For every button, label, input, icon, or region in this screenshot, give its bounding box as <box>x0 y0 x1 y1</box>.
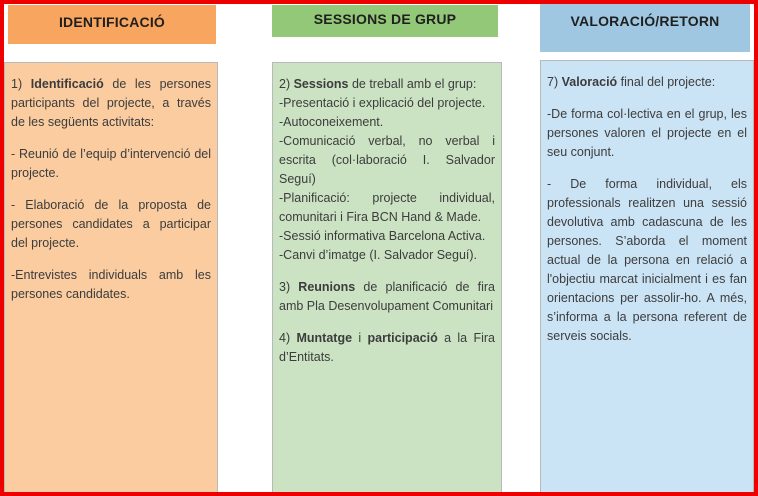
paragraph <box>279 94 495 113</box>
paragraph <box>279 278 495 316</box>
text-segment: final del projecte: <box>617 75 716 89</box>
text-segment: de planificació de fira amb Pla Desenvolupament Comunitari <box>279 280 495 313</box>
text-segment: de les persones participants del projecte, a través de les següents activitats: <box>11 77 211 129</box>
text-segment: participació <box>367 331 438 345</box>
paragraph-spacer <box>547 162 747 175</box>
paragraph <box>279 75 495 94</box>
paragraph <box>547 73 747 92</box>
text-segment: Sessions <box>293 77 349 91</box>
paragraph <box>279 132 495 189</box>
text-segment: 2) <box>279 77 294 91</box>
paragraph-spacer <box>11 253 211 266</box>
text-segment: -Canvi d’imatge (I. Salvador Seguí). <box>279 248 478 262</box>
text-segment: -Presentació i explicació del projecte. <box>279 96 486 110</box>
text-segment: -Entrevistes individuals amb les persones candidates. <box>11 268 211 301</box>
paragraph <box>11 266 211 304</box>
paragraph <box>11 75 211 132</box>
text-segment: a la Fira d’Entitats. <box>279 331 495 364</box>
text-segment: 3) <box>279 280 299 294</box>
text-segment: 1) <box>11 77 31 91</box>
text-segment: -De forma col·lectiva en el grup, les persones valoren el projecte en el seu conjunt. <box>547 107 747 159</box>
column-body-valoracio-retorn <box>540 60 754 496</box>
paragraph <box>279 113 495 132</box>
text-segment: - Reunió de l’equip d’intervenció del projecte. <box>11 147 211 180</box>
column-header-sessions-de-grup: SESSIONS DE GRUP <box>272 5 498 37</box>
paragraph <box>279 329 495 367</box>
paragraph <box>11 145 211 183</box>
text-segment: Identificació <box>30 77 104 91</box>
text-segment: 4) <box>279 331 297 345</box>
paragraph <box>547 175 747 346</box>
paragraph <box>547 105 747 162</box>
text-segment: Muntatge <box>296 331 353 345</box>
text-segment: i <box>352 331 368 345</box>
column-body-identificacio <box>4 62 218 496</box>
paragraph-spacer <box>11 132 211 145</box>
text-segment: 7) <box>547 75 562 89</box>
text-segment: -Autoconeixement. <box>279 115 384 129</box>
text-segment: de treball amb el grup: <box>348 77 477 91</box>
text-segment: -Comunicació verbal, no verbal i escrita (col·laboració I. Salvador Seguí) <box>279 134 495 186</box>
column-header-identificacio: IDENTIFICACIÓ <box>8 5 216 44</box>
paragraph <box>11 196 211 253</box>
paragraph <box>279 227 495 246</box>
column-body-sessions-de-grup <box>272 62 502 496</box>
text-segment: Valoració <box>561 75 618 89</box>
text-segment: Reunions <box>298 280 356 294</box>
text-segment: - Elaboració de la proposta de persones candidates a participar del projecte. <box>11 198 211 250</box>
text-segment: -Sessió informativa Barcelona Activa. <box>279 229 486 243</box>
text-segment: - De forma individual, els professionals realitzen una sessió devolutiva amb cadascuna de les persones. S’aborda el moment actual de la persona en relació a l'objectiu marcat inicialment i es fan orientacions per assolir-ho. A més, s’informa a la persona referent de serveis socials. <box>547 177 747 343</box>
column-header-valoracio-retorn: VALORACIÓ/RETORN <box>540 4 750 52</box>
paragraph <box>279 189 495 227</box>
paragraph-spacer <box>547 92 747 105</box>
paragraph-spacer <box>11 183 211 196</box>
text-segment: -Planificació: projecte individual, comunitari i Fira BCN Hand & Made. <box>279 191 495 224</box>
paragraph <box>279 246 495 265</box>
paragraph-spacer <box>279 316 495 329</box>
paragraph-spacer <box>279 265 495 278</box>
